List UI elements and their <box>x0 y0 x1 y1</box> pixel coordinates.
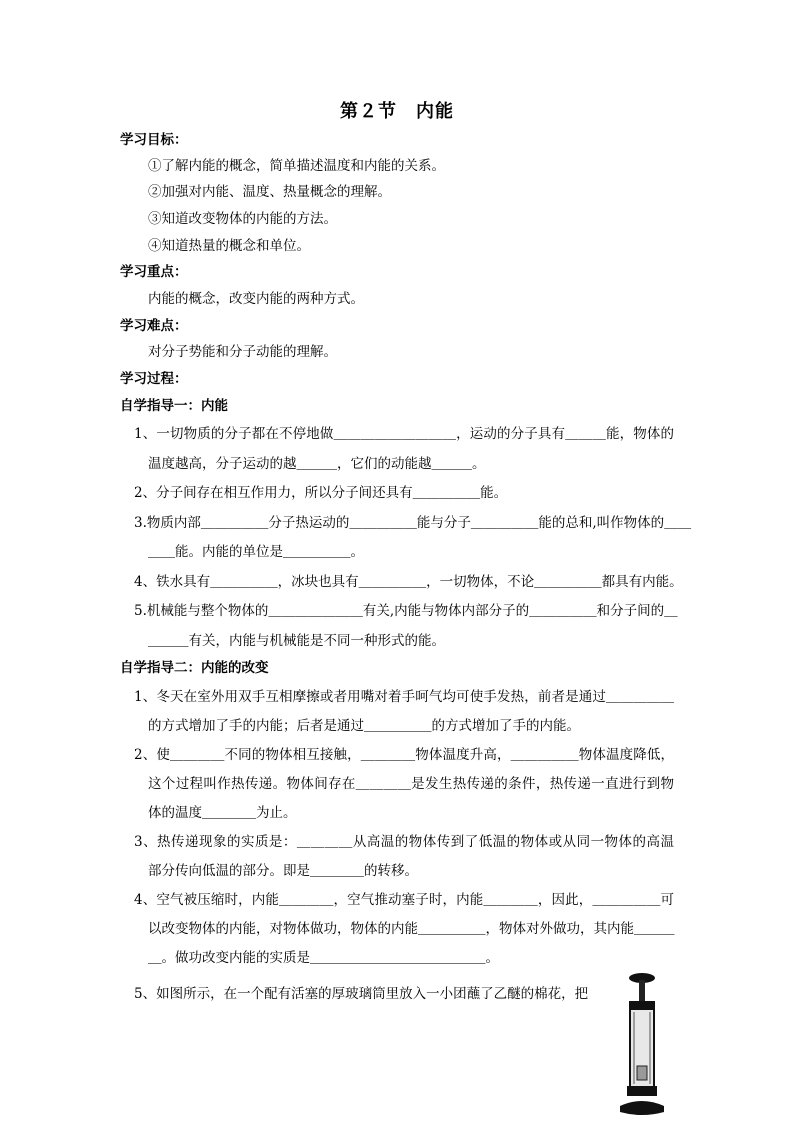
cylinder-collar <box>627 1086 657 1096</box>
objectives-heading: 学习目标： <box>120 132 188 148</box>
guide1-line-1: 1、一切物质的分子都在不停地做＿＿＿＿＿＿＿＿＿，运动的分子具有＿＿＿能，物体的 <box>134 426 674 442</box>
piston-rod <box>639 980 645 1002</box>
guide2-line-2: 的方式增加了手的内能；后者是通过＿＿＿＿＿的方式增加了手的内能。 <box>148 718 580 734</box>
key-points-text: 内能的概念，改变内能的两种方式。 <box>148 291 364 307</box>
guide1-line-4: 3.物质内部＿＿＿＿＿分子热运动的＿＿＿＿＿能与分子＿＿＿＿＿能的总和,叫作物体的＿＿ <box>134 515 692 531</box>
guide1-line-3: 2、分子间存在相互作用力，所以分子间还具有＿＿＿＿＿能。 <box>134 485 508 501</box>
cylinder-top-cap <box>629 1001 655 1009</box>
guide1-line-7: 5.机械能与整个物体的＿＿＿＿＿＿＿有关,内能与物体内部分子的＿＿＿＿＿和分子间的＿ <box>134 603 678 619</box>
guide2-line-4: 这个过程叫作热传递。物体间存在＿＿＿＿是发生热传递的条件，热传递一直进行到物 <box>148 776 674 792</box>
guide2-line-11: 5、如图所示，在一个配有活塞的厚玻璃筒里放入一小团蘸了乙醚的棉花，把 <box>134 986 589 1002</box>
guide2-line-1: 1、冬天在室外用双手互相摩擦或者用嘴对着手呵气均可使手发热，前者是通过＿＿＿＿＿ <box>134 689 674 705</box>
guide2-line-10: ＿。做功改变内能的实质是＿＿＿＿＿＿＿＿＿＿＿＿＿。 <box>148 950 499 966</box>
guide2-heading: 自学指导二：内能的改变 <box>120 660 269 676</box>
guide2-line-6: 3、热传递现象的实质是：＿＿＿＿从高温的物体传到了低温的物体或从同一物体的高温 <box>134 834 674 850</box>
key-points-heading: 学习重点： <box>120 264 188 280</box>
guide1-line-5: ＿＿能。内能的单位是＿＿＿＿＿。 <box>148 544 364 560</box>
guide2-line-5: 体的温度＿＿＿＿为止。 <box>148 805 297 821</box>
process-heading: 学习过程： <box>120 371 188 387</box>
guide2-line-7: 部分传向低温的部分。即是＿＿＿＿的转移。 <box>148 863 418 879</box>
guide2-line-8: 4、空气被压缩时，内能＿＿＿＿，空气推动塞子时，内能＿＿＿＿，因此，＿＿＿＿＿可 <box>134 892 674 908</box>
guide2-line-9: 以改变物体的内能，对物体做功，物体的内能＿＿＿＿＿，物体对外做功，其内能＿＿＿ <box>148 921 675 937</box>
page-title: 第２节 内能 <box>340 101 454 122</box>
guide2-line-3: 2、使＿＿＿＿不同的物体相互接触，＿＿＿＿物体温度升高，＿＿＿＿＿物体温度降低， <box>134 747 674 763</box>
objective-item-1: ①了解内能的概念，简单描述温度和内能的关系。 <box>148 158 445 174</box>
glass-cylinder-piston-figure <box>612 968 672 1118</box>
cotton-ball <box>637 1066 647 1080</box>
cylinder-base <box>620 1101 664 1115</box>
guide1-line-2: 温度越高，分子运动的越＿＿＿，它们的动能越＿＿＿。 <box>148 456 486 472</box>
guide1-line-8: ＿＿＿有关，内能与机械能是不同一种形式的能。 <box>148 633 445 649</box>
objective-item-2: ②加强对内能、温度、热量概念的理解。 <box>148 184 391 200</box>
difficulties-heading: 学习难点： <box>120 318 188 334</box>
guide1-heading: 自学指导一：内能 <box>120 398 228 414</box>
objective-item-4: ④知道热量的概念和单位。 <box>148 238 310 254</box>
difficulties-text: 对分子势能和分子动能的理解。 <box>148 344 337 360</box>
objective-item-3: ③知道改变物体的内能的方法。 <box>148 211 337 227</box>
guide1-line-6: 4、铁水具有＿＿＿＿＿，冰块也具有＿＿＿＿＿，一切物体，不论＿＿＿＿＿都具有内能。 <box>134 574 683 590</box>
